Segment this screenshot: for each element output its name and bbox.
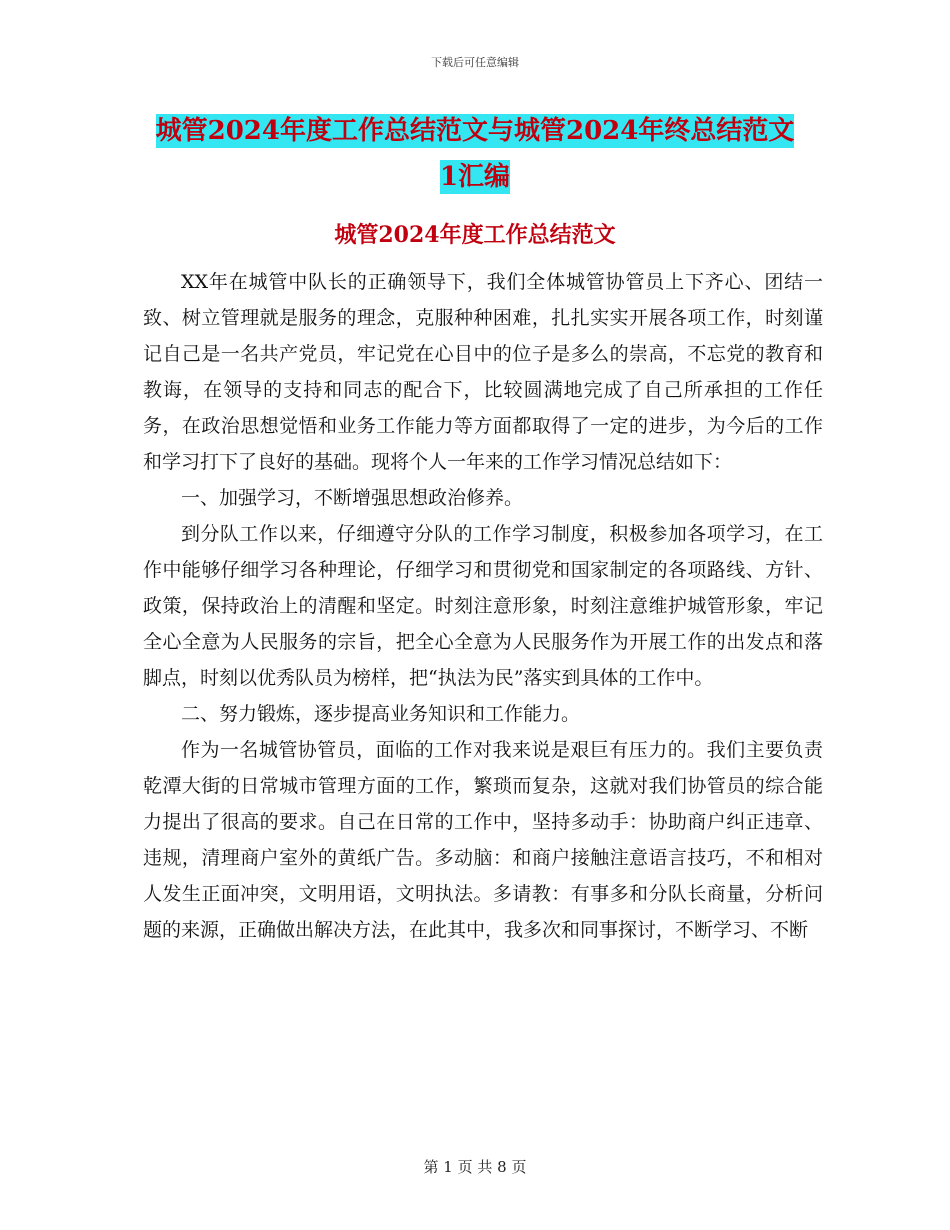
paragraph: 一、加强学习，不断增强思想政治修养。 [181,487,524,509]
header-note: 下载后可任意编辑 [431,56,519,69]
document-title [150,108,800,200]
paragraph: 二、努力锻炼，逐步提高业务知识和工作能力。 [181,703,581,725]
document-title-text: 城管2024年度工作总结范文与城管2024年终总结范文1汇编 [155,116,795,192]
document-body [143,264,823,948]
paragraph: XX年在城管中队长的正确领导下，我们全体城管协管员上下齐心、团结一致、树立管理就是服务的理念，克服种种困难，扎扎实实开展各项工作，时刻谨记自己是一名共产党员，牢记党在心目中的位子是多么的崇高，不忘党的教育和教诲，在领导的支持和同志的配合下，比较圆满地完成了自己所承担的工作任务，在政治思想觉悟和业务工作能力等方面都取得了一定的进步，为今后的工作和学习打下了良好的基础。现将个人一年来的工作学习情况总结如下： [143,271,823,473]
paragraph: 到分队工作以来，仔细遵守分队的工作学习制度，积极参加各项学习，在工作中能够仔细学习各种理论，仔细学习和贯彻党和国家制定的各项路线、方针、政策，保持政治上的清醒和坚定。时刻注意形象，时刻注意维护城管形象，牢记全心全意为人民服务的宗旨，把全心全意为人民服务作为开展工作的出发点和落脚点，时刻以优秀队员为榜样，把“执法为民”落实到具体的工作中。 [143,523,823,689]
paragraph: 作为一名城管协管员，面临的工作对我来说是艰巨有压力的。我们主要负责乾潭大街的日常城市管理方面的工作，繁琐而复杂，这就对我们协管员的综合能力提出了很高的要求。自己在日常的工作中，坚持多动手：协助商户纠正违章、违规，清理商户室外的黄纸广告。多动脑：和商户接触注意语言技巧，不和相对人发生正面冲突，文明用语，文明执法。多请教：有事多和分队长商量，分析问题的来源，正确做出解决方法，在此其中，我多次和同事探讨，不断学习、不断 [143,739,823,941]
page-footer: 第 1 页 共 8 页 [423,1158,527,1176]
section-title: 城管2024年度工作总结范文 [334,222,616,248]
